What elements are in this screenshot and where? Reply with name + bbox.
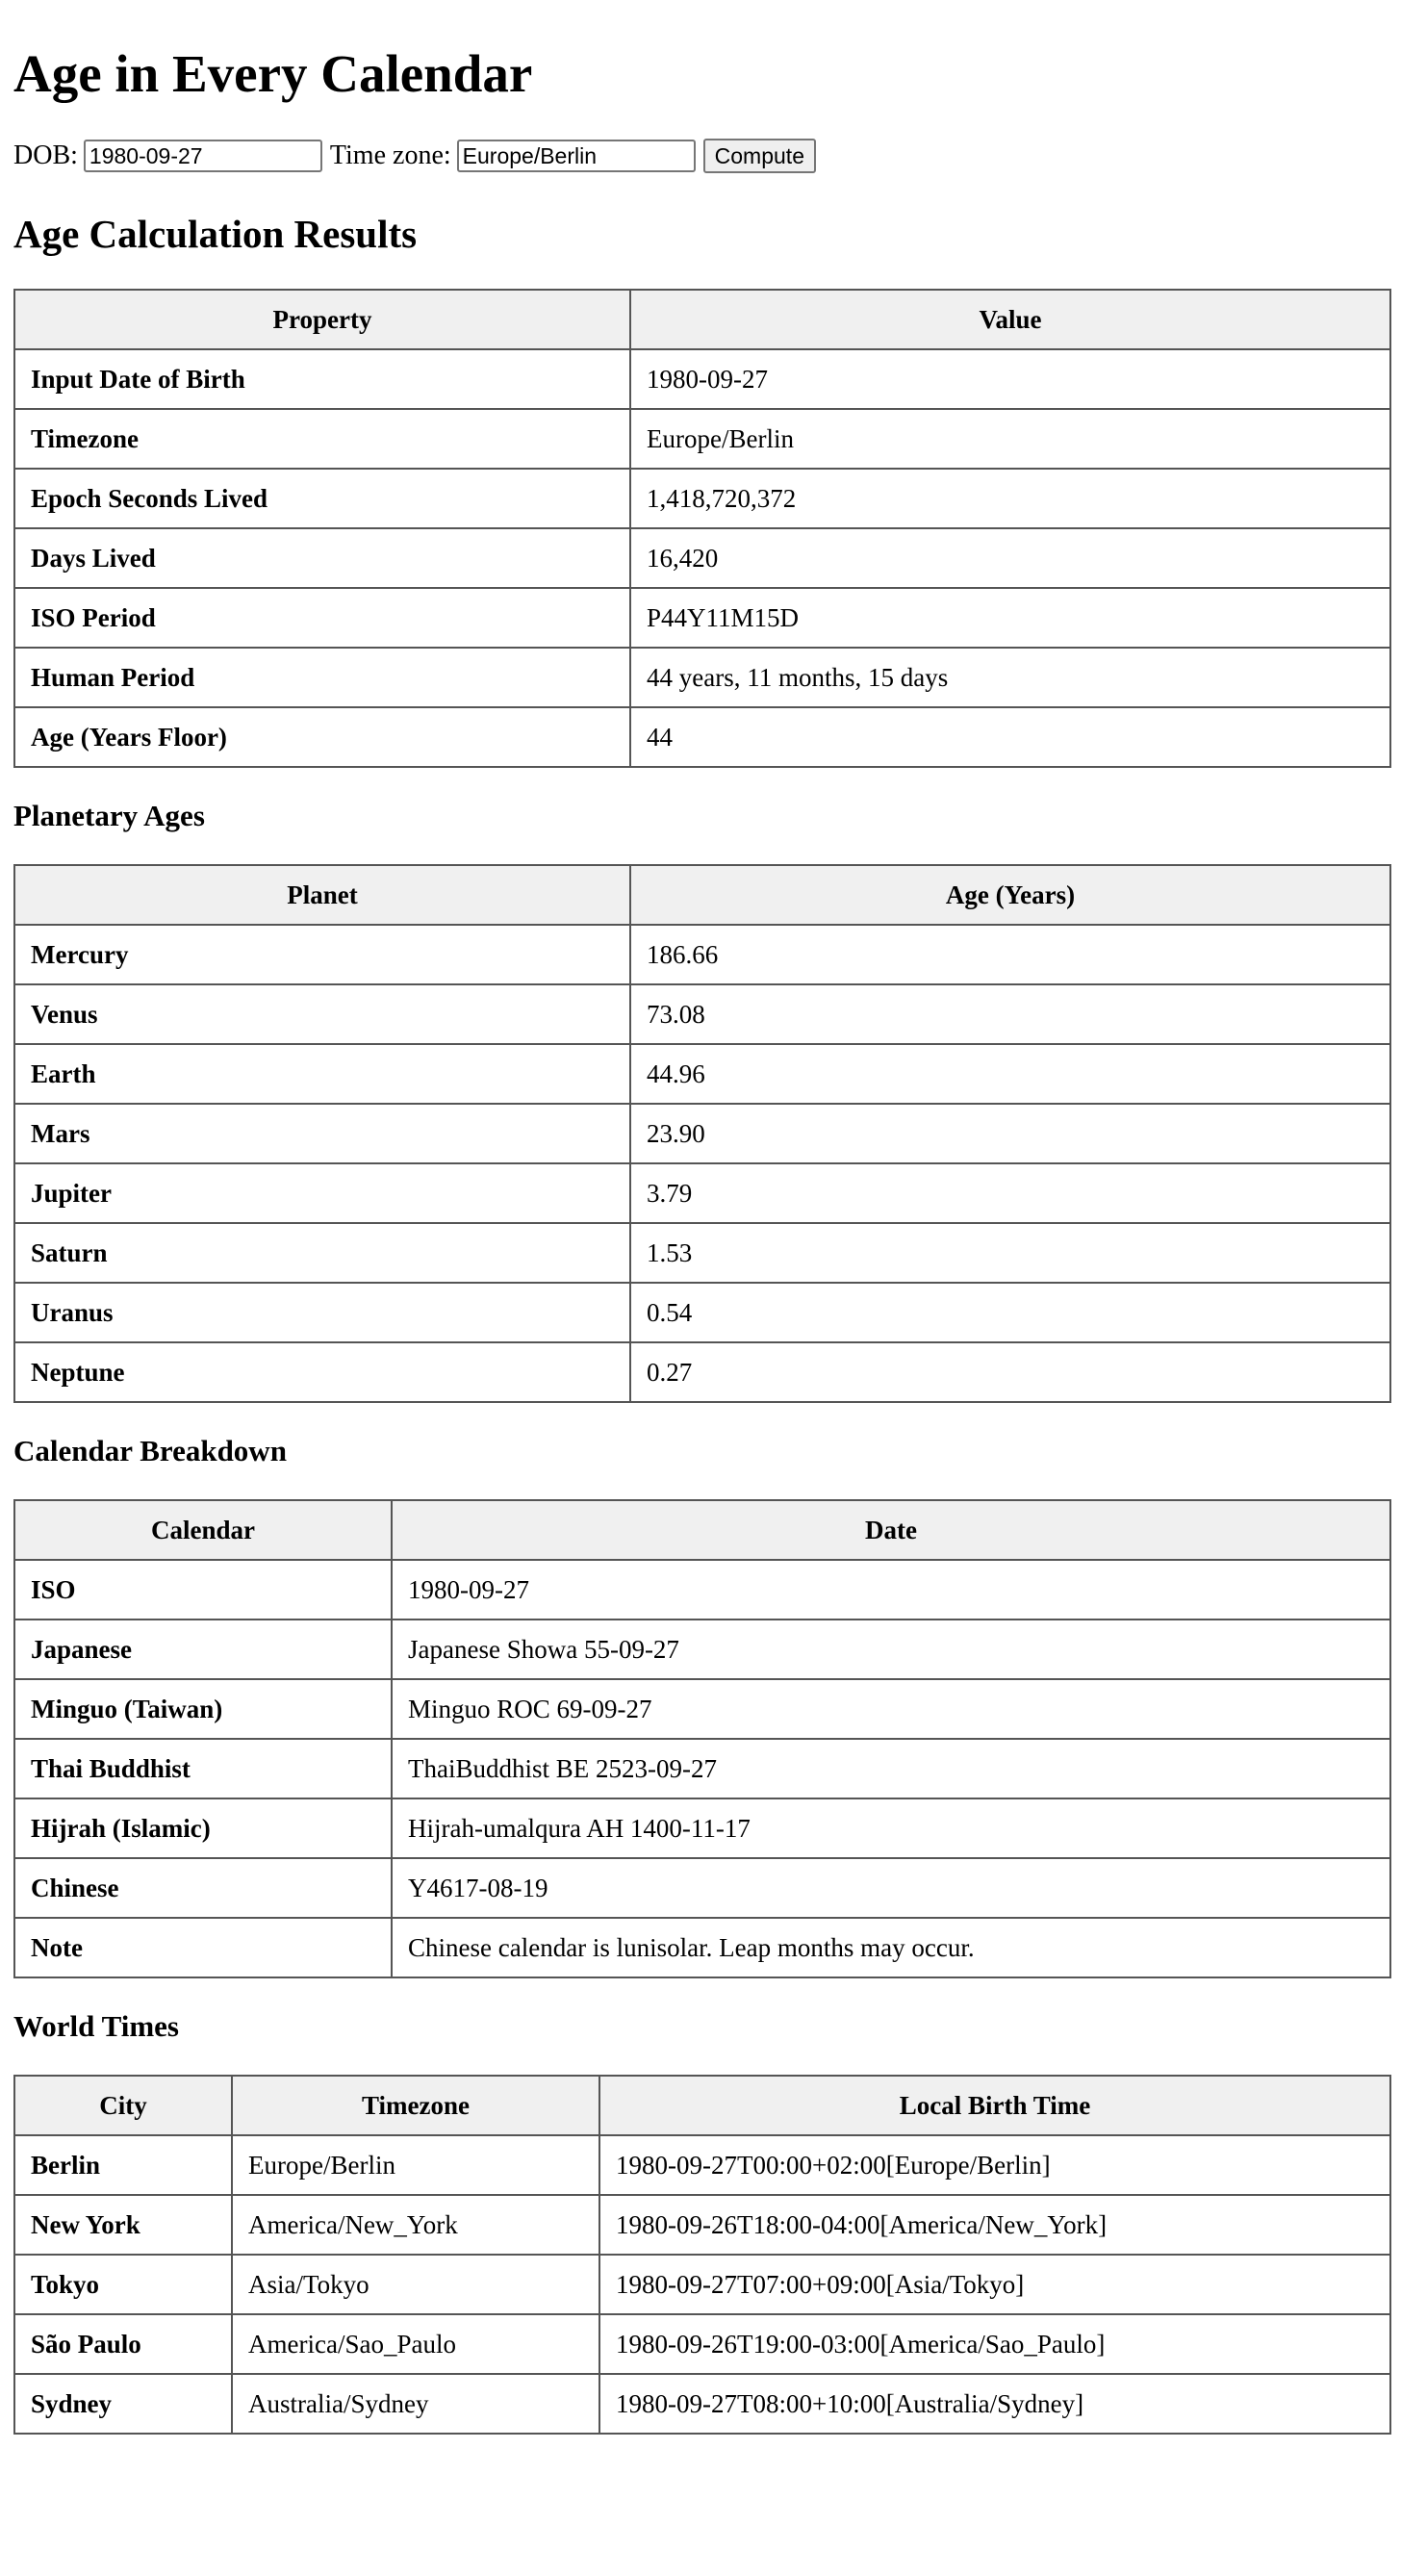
world-times-heading: World Times xyxy=(13,2009,179,2043)
table-row xyxy=(14,349,1390,409)
planet-age: 23.90 xyxy=(630,1104,1390,1163)
column-header: City xyxy=(14,2076,232,2135)
table-row xyxy=(14,409,1390,469)
summary-table xyxy=(13,289,1391,768)
dob-form xyxy=(13,137,1388,175)
table-row xyxy=(14,1163,1390,1223)
row-label: ISO Period xyxy=(14,588,630,648)
column-header: Planet xyxy=(14,865,630,925)
table-row xyxy=(14,588,1390,648)
planet-age: 0.54 xyxy=(630,1283,1390,1342)
page-title: Age in Every Calendar xyxy=(13,44,533,103)
calendar-heading: Calendar Breakdown xyxy=(13,1434,287,1467)
table-row xyxy=(14,2195,1390,2255)
city-timezone: Asia/Tokyo xyxy=(232,2255,599,2314)
row-label: Input Date of Birth xyxy=(14,349,630,409)
planet-name: Mars xyxy=(14,1104,630,1163)
local-birth-time: 1980-09-26T18:00-04:00[America/New_York] xyxy=(599,2195,1390,2255)
planetary-table xyxy=(13,864,1391,1403)
row-label: Timezone xyxy=(14,409,630,469)
column-header: Local Birth Time xyxy=(599,2076,1390,2135)
planet-age: 3.79 xyxy=(630,1163,1390,1223)
city-timezone: America/Sao_Paulo xyxy=(232,2314,599,2374)
planet-name: Venus xyxy=(14,984,630,1044)
compute-button[interactable]: Compute xyxy=(703,139,816,173)
table-row xyxy=(14,2255,1390,2314)
table-row xyxy=(14,648,1390,707)
dob-label: DOB: xyxy=(13,140,78,170)
calendar-name: Minguo (Taiwan) xyxy=(14,1679,392,1739)
calendar-date: 1980-09-27 xyxy=(392,1560,1390,1620)
local-birth-time: 1980-09-27T07:00+09:00[Asia/Tokyo] xyxy=(599,2255,1390,2314)
city-name: São Paulo xyxy=(14,2314,232,2374)
calendar-note: Chinese calendar is lunisolar. Leap months may occur. xyxy=(392,1918,1390,1977)
table-row xyxy=(14,1560,1390,1620)
table-header-row xyxy=(14,865,1390,925)
city-timezone: America/New_York xyxy=(232,2195,599,2255)
timezone-label: Time zone: xyxy=(329,140,451,170)
planet-name: Neptune xyxy=(14,1342,630,1402)
calendar-date: Japanese Showa 55-09-27 xyxy=(392,1620,1390,1679)
calendar-date: ThaiBuddhist BE 2523-09-27 xyxy=(392,1739,1390,1798)
calendar-name: Thai Buddhist xyxy=(14,1739,392,1798)
table-row xyxy=(14,1798,1390,1858)
table-row xyxy=(14,925,1390,984)
calendar-date: Y4617-08-19 xyxy=(392,1858,1390,1918)
local-birth-time: 1980-09-27T08:00+10:00[Australia/Sydney] xyxy=(599,2374,1390,2434)
planet-name: Saturn xyxy=(14,1223,630,1283)
planetary-heading: Planetary Ages xyxy=(13,799,205,832)
planet-age: 44.96 xyxy=(630,1044,1390,1104)
row-value: 44 xyxy=(630,707,1390,767)
row-value: P44Y11M15D xyxy=(630,588,1390,648)
table-row xyxy=(14,1283,1390,1342)
timezone-input[interactable] xyxy=(457,140,696,172)
column-header: Date xyxy=(392,1500,1390,1560)
results-heading: Age Calculation Results xyxy=(13,212,418,256)
column-header: Value xyxy=(630,290,1390,349)
table-row xyxy=(14,469,1390,528)
row-value: 44 years, 11 months, 15 days xyxy=(630,648,1390,707)
city-name: Tokyo xyxy=(14,2255,232,2314)
planet-name: Uranus xyxy=(14,1283,630,1342)
planet-age: 73.08 xyxy=(630,984,1390,1044)
table-row xyxy=(14,2374,1390,2434)
table-row xyxy=(14,1918,1390,1977)
table-row xyxy=(14,984,1390,1044)
table-row xyxy=(14,2314,1390,2374)
table-row xyxy=(14,1858,1390,1918)
local-birth-time: 1980-09-26T19:00-03:00[America/Sao_Paulo] xyxy=(599,2314,1390,2374)
table-row xyxy=(14,528,1390,588)
dob-input[interactable] xyxy=(84,140,322,172)
column-header: Age (Years) xyxy=(630,865,1390,925)
calendar-date: Hijrah-umalqura AH 1400-11-17 xyxy=(392,1798,1390,1858)
planet-name: Jupiter xyxy=(14,1163,630,1223)
local-birth-time: 1980-09-27T00:00+02:00[Europe/Berlin] xyxy=(599,2135,1390,2195)
calendar-name: Chinese xyxy=(14,1858,392,1918)
column-header: Calendar xyxy=(14,1500,392,1560)
table-row xyxy=(14,707,1390,767)
city-name: New York xyxy=(14,2195,232,2255)
table-header-row xyxy=(14,2076,1390,2135)
planet-age: 186.66 xyxy=(630,925,1390,984)
column-header: Timezone xyxy=(232,2076,599,2135)
world-times-table xyxy=(13,2075,1391,2435)
planet-age: 1.53 xyxy=(630,1223,1390,1283)
table-row xyxy=(14,1342,1390,1402)
calendar-name: Japanese xyxy=(14,1620,392,1679)
city-timezone: Australia/Sydney xyxy=(232,2374,599,2434)
row-value: 1980-09-27 xyxy=(630,349,1390,409)
calendar-name: ISO xyxy=(14,1560,392,1620)
column-header: Property xyxy=(14,290,630,349)
row-value: Europe/Berlin xyxy=(630,409,1390,469)
calendar-date: Minguo ROC 69-09-27 xyxy=(392,1679,1390,1739)
table-row xyxy=(14,2135,1390,2195)
table-row xyxy=(14,1044,1390,1104)
row-label: Days Lived xyxy=(14,528,630,588)
table-row xyxy=(14,1679,1390,1739)
city-name: Sydney xyxy=(14,2374,232,2434)
planet-name: Mercury xyxy=(14,925,630,984)
planet-name: Earth xyxy=(14,1044,630,1104)
calendar-table xyxy=(13,1499,1391,1978)
table-row xyxy=(14,1620,1390,1679)
city-timezone: Europe/Berlin xyxy=(232,2135,599,2195)
row-value: 16,420 xyxy=(630,528,1390,588)
row-value: 1,418,720,372 xyxy=(630,469,1390,528)
row-label: Human Period xyxy=(14,648,630,707)
city-name: Berlin xyxy=(14,2135,232,2195)
planet-age: 0.27 xyxy=(630,1342,1390,1402)
table-row xyxy=(14,1739,1390,1798)
table-row xyxy=(14,1104,1390,1163)
row-label: Age (Years Floor) xyxy=(14,707,630,767)
table-header-row xyxy=(14,1500,1390,1560)
calendar-name: Hijrah (Islamic) xyxy=(14,1798,392,1858)
row-label: Epoch Seconds Lived xyxy=(14,469,630,528)
table-row xyxy=(14,1223,1390,1283)
table-header-row xyxy=(14,290,1390,349)
calendar-name: Note xyxy=(14,1918,392,1977)
